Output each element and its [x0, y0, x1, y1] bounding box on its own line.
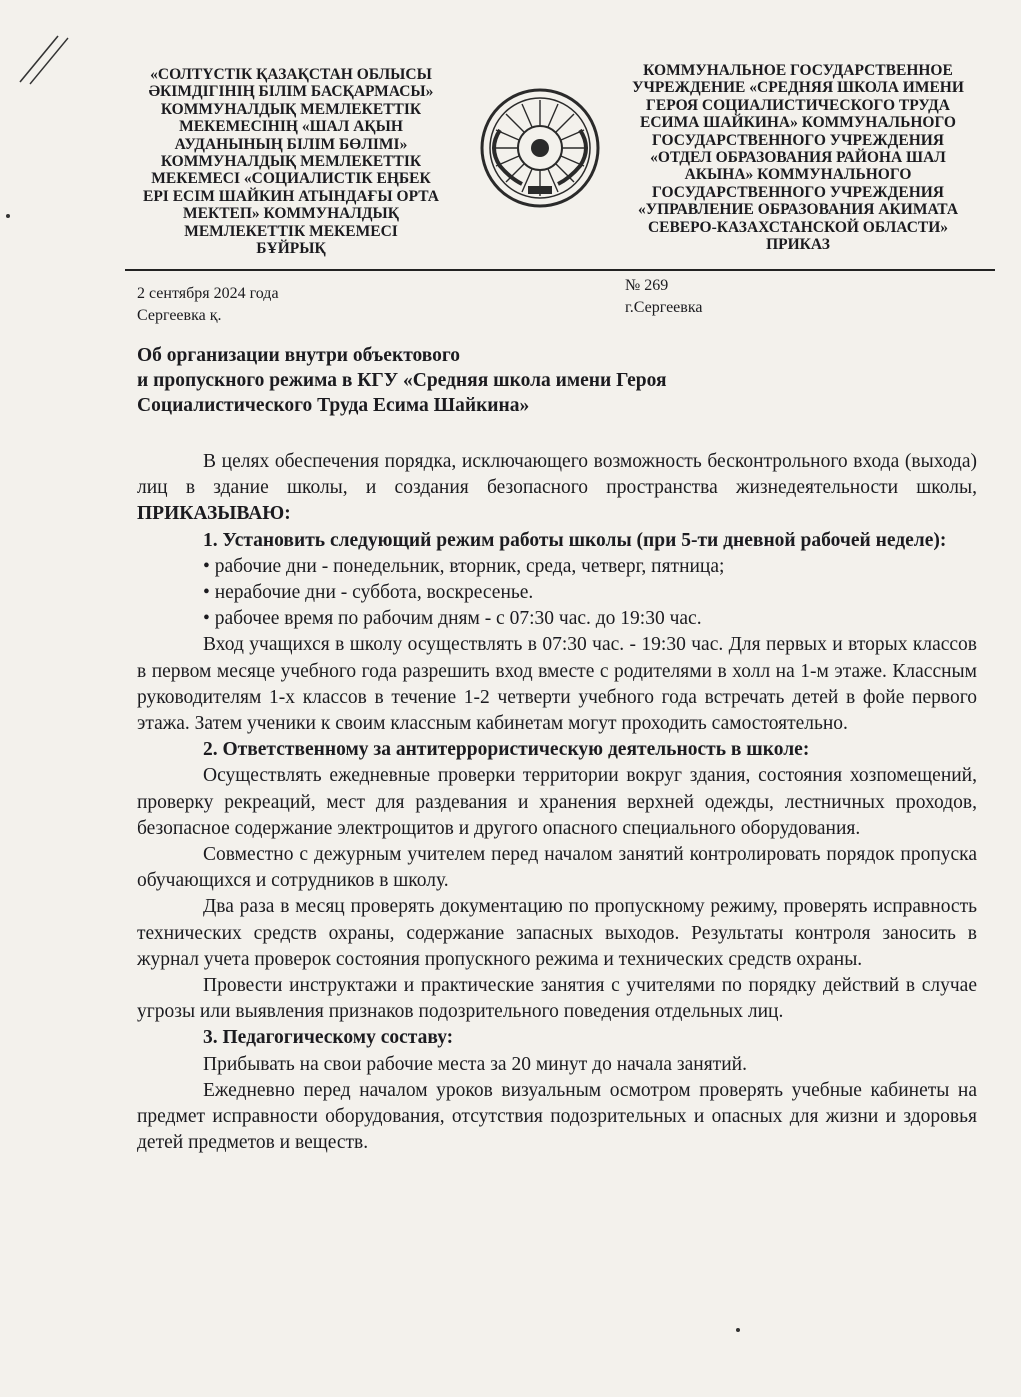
- bullet-item: • рабочие дни - понедельник, вторник, среда, четверг, пятница;: [203, 555, 725, 577]
- ink-dot: [736, 1328, 740, 1332]
- header-kz-line: ӘКІМДІГІНІҢ БІЛІМ БАСҚАРМАСЫ»: [148, 83, 434, 101]
- section-2-paragraph: Два раза в месяц проверять документацию по пропускному режиму, проверять исправность технических средств охраны, содержание запасных выходов. Результаты контроля заносить в журнал учета проверок состояния пропускного режима и технических средств охраны.: [137, 896, 977, 970]
- header-ru-order-word: ПРИКАЗ: [766, 236, 830, 254]
- ink-dot: [6, 214, 10, 218]
- title-line: Об организации внутри объектового: [137, 345, 461, 366]
- state-emblem-icon: [478, 86, 602, 210]
- bullet-item: • нерабочие дни - суббота, воскресенье.: [203, 582, 534, 604]
- header-kz-line: КОММУНАЛДЫҚ МЕМЛЕКЕТТІК: [160, 100, 422, 118]
- bullet-item: • рабочее время по рабочим дням - с 07:30 час. до 19:30 час.: [203, 608, 702, 630]
- header-kz-line: МЕКЕМЕСІНІҢ «ШАЛ АҚЫН: [179, 118, 403, 136]
- order-number: № 269: [625, 277, 669, 294]
- header-ru-line: «ОТДЕЛ ОБРАЗОВАНИЯ РАЙОНА ШАЛ: [650, 149, 946, 167]
- header-kazakh: [122, 66, 460, 257]
- section-2-heading: 2. Ответственному за антитеррористическую деятельность в школе:: [203, 739, 810, 761]
- place-kazakh: Сергеевка қ.: [137, 307, 222, 324]
- order-date: 2 сентября 2024 года: [137, 285, 279, 302]
- order-body: [137, 449, 977, 1156]
- section-2-paragraph: Провести инструктажи и практические занятия с учителями по порядку действий в случае угрозы или выявления признаков подозрительного поведения отдельных лиц.: [137, 975, 977, 1023]
- header-kz-line: МЕКЕМЕСІ «СОЦИАЛИСТІК ЕҢБЕК: [151, 170, 431, 188]
- header-ru-line: УЧРЕЖДЕНИЕ «СРЕДНЯЯ ШКОЛА ИМЕНИ: [632, 79, 964, 97]
- section-1-paragraph: Вход учащихся в школу осуществлять в 07:30 час. - 19:30 час. Для первых и вторых классов в первом месяце учебного года разрешить вход вместе с родителями в холл на 1-м этаже. Классным руководителям 1-х классов в течение 1-2 четверти учебного года встречать детей в фойе первого этажа. Затем ученики к своим классным кабинетам могут проходить самостоятельно.: [137, 634, 977, 735]
- header-kz-line: КОММУНАЛДЫҚ МЕМЛЕКЕТТІК: [160, 153, 422, 171]
- header-kz-line: ЕРІ ЕСІМ ШАЙКИН АТЫНДАҒЫ ОРТА: [142, 187, 439, 205]
- section-3-paragraph: Прибывать на свои рабочие места за 20 минут до начала занятий.: [203, 1053, 747, 1075]
- header-ru-line: КОММУНАЛЬНОЕ ГОСУДАРСТВЕННОЕ: [643, 62, 953, 79]
- header-ru-line: СЕВЕРО-КАЗАХСТАНСКОЙ ОБЛАСТИ»: [647, 218, 949, 236]
- section-3-paragraph: Ежедневно перед началом уроков визуальным осмотром проверять учебные кабинеты на предмет исправности оборудования, отсутствия подозрительных и опасных для жизни и здоровья детей предметов и веществ.: [137, 1079, 977, 1154]
- title-line: Социалистического Труда Есима Шайкина»: [137, 395, 530, 416]
- intro-paragraph: [137, 449, 977, 528]
- header-divider: [125, 269, 995, 271]
- header-ru-line: «УПРАВЛЕНИЕ ОБРАЗОВАНИЯ АКИМАТА: [637, 201, 959, 219]
- header-kz-line: «СОЛТҮСТІК ҚАЗАҚСТАН ОБЛЫСЫ: [150, 66, 432, 83]
- section-1-heading: 1. Установить следующий режим работы школы (при 5-ти дневной рабочей неделе):: [203, 529, 947, 551]
- order-word: ПРИКАЗЫВАЮ:: [137, 503, 291, 525]
- header-kz-line: МЕМЛЕКЕТТІК МЕКЕМЕСІ: [184, 222, 398, 240]
- section-2-paragraph: Совместно с дежурным учителем перед началом занятий контролировать порядок пропуска обучающихся и сотрудников в школу.: [137, 844, 977, 892]
- header-ru-line: АКЫНА» КОММУНАЛЬНОГО: [684, 166, 912, 184]
- header-russian: [600, 62, 996, 253]
- place-russian: г.Сергеевка: [625, 299, 703, 316]
- pen-mark-icon: [8, 30, 78, 90]
- intro-text: В целях обеспечения порядка, исключающего возможность бесконтрольного входа (выхода) лиц в здание школы, и создания безопасного пространства жизнедеятельности школы,: [137, 451, 977, 499]
- header-kz-order-word: БҰЙРЫҚ: [256, 240, 326, 258]
- header-ru-line: ГОСУДАРСТВЕННОГО УЧРЕЖДЕНИЯ: [651, 183, 944, 201]
- section-3-heading: 3. Педагогическому составу:: [203, 1027, 454, 1049]
- header-ru-line: ЕСИМА ШАЙКИНА» КОММУНАЛЬНОГО: [640, 114, 956, 132]
- title-line: и пропускного режима в КГУ «Средняя школа имени Героя: [137, 370, 667, 391]
- header-kz-line: МЕКТЕП» КОММУНАЛДЫҚ: [182, 205, 400, 223]
- section-2-paragraph: Осуществлять ежедневные проверки территории вокруг здания, состояния хозпомещений, проверку рекреаций, мест для раздевания и хранения верхней одежды, лестничных проходов, безопасное содержание электрощитов и другого опасного специального оборудования.: [137, 765, 977, 839]
- header-ru-line: ГЕРОЯ СОЦИАЛИСТИЧЕСКОГО ТРУДА: [646, 96, 950, 114]
- order-title: [137, 343, 897, 418]
- header-kz-line: АУДАНЫНЫҢ БІЛІМ БӨЛІМІ»: [174, 135, 408, 153]
- header-ru-line: ГОСУДАРСТВЕННОГО УЧРЕЖДЕНИЯ: [651, 131, 944, 149]
